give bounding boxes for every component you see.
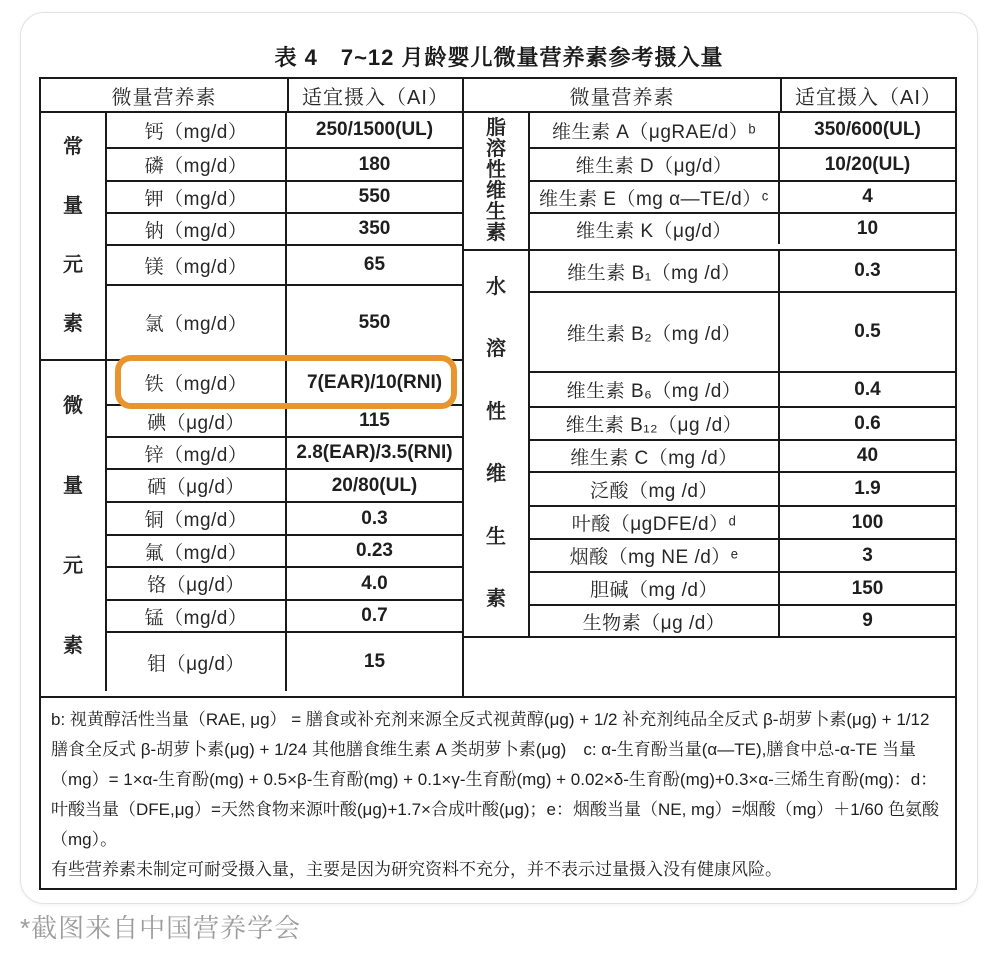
table-row <box>107 468 462 501</box>
nutrient-name: 铬（μg/d） <box>107 568 287 599</box>
nutrient-value: 9 <box>862 610 873 631</box>
right-groups <box>464 113 955 636</box>
nutrient-group-water-soluble-vitamins <box>464 249 955 636</box>
nutrient-name: 维生素 A（μgRAE/d）ᵇ <box>530 113 780 147</box>
group-label-char: 量 <box>63 474 83 497</box>
table-row <box>530 406 955 439</box>
nutrient-value: 0.5 <box>854 321 881 342</box>
nutrient-value: 0.23 <box>356 540 393 561</box>
table-row <box>107 284 462 359</box>
group-label-char: 溶 <box>486 138 506 160</box>
table-row <box>530 147 955 180</box>
group-label-char: 素 <box>486 588 506 611</box>
group-label-char: 素 <box>63 313 83 335</box>
nutrient-name: 泛酸（mg /d） <box>530 473 780 505</box>
group-label-trace-elements <box>41 361 107 691</box>
group-label-fat-soluble-vitamins <box>464 113 530 249</box>
nutrient-value: 10 <box>856 218 879 239</box>
nutrient-value: 20/80(UL) <box>331 474 418 496</box>
nutrient-value: 115 <box>359 410 390 431</box>
nutrient-value: 40 <box>856 445 879 466</box>
nutrient-name: 钙（mg/d） <box>107 113 287 147</box>
left-header-nutrient: 微量营养素 <box>41 79 289 111</box>
table-row <box>107 599 462 631</box>
table-row <box>107 404 462 436</box>
nutrient-value: 4 <box>862 186 873 207</box>
right-header-nutrient: 微量营养素 <box>464 79 782 111</box>
nutrient-value: 1.9 <box>854 478 881 499</box>
table-row <box>107 180 462 212</box>
nutrient-name: 维生素 C（mg /d） <box>530 441 780 471</box>
group-label-char: 水 <box>486 275 506 298</box>
table-row <box>107 566 462 599</box>
footnote-abcde: b: 视黄醇活性当量（RAE, μg） = 膳食或补充剂来源全反式视黄醇(μg) + 1/2 补充剂纯品全反式 β-胡萝卜素(μg) + 1/12 膳食全反式 β-胡萝卜素(μg) + 1/24 其他膳食维生素 A 类胡萝卜素(μg) c: α-生育酚当量(α—TE),膳食中总-α-TE 当量（mg）= 1×α-生育酚(mg) + 0.5×β-生育酚(mg) + 0.1×γ-生育酚(mg) + 0.02×δ-生育酚(mg)+0.3×α-三烯生育酚(mg)：d：叶酸当量（DFE,μg）=天然食物来源叶酸(μg)+1.7×合成叶酸(μg)；e：烟酸当量（NE, mg）=烟酸（mg）＋1/60 色氨酸（mg）。 <box>51 710 940 849</box>
table-row <box>107 436 462 468</box>
nutrient-value: 0.4 <box>854 378 881 400</box>
left-groups <box>41 113 462 691</box>
group-rows <box>530 113 955 249</box>
nutrient-name: 硒（μg/d） <box>107 470 287 501</box>
nutrient-name: 维生素 B₁（mg /d） <box>530 251 780 291</box>
nutrient-name: 氯（mg/d） <box>107 286 287 359</box>
group-label-char: 性 <box>486 400 506 423</box>
group-label-char: 元 <box>63 254 83 276</box>
nutrient-name: 烟酸（mg NE /d）ᵉ <box>530 540 780 571</box>
group-label-char: 量 <box>63 195 83 217</box>
nutrient-intake-table <box>39 77 957 890</box>
table-row <box>530 538 955 571</box>
nutrient-value: 350 <box>358 218 391 239</box>
nutrient-name: 维生素 B₁₂（μg /d） <box>530 408 780 439</box>
nutrient-name: 锰（mg/d） <box>107 601 287 631</box>
nutrient-name: 铁（mg/d） <box>107 361 287 404</box>
right-header-adequate-intake: 适宜摄入（AI） <box>795 86 942 109</box>
table-row <box>107 147 462 180</box>
nutrient-name: 维生素 D（μg/d） <box>530 149 780 180</box>
table-row <box>530 505 955 538</box>
nutrient-name: 胆碱（mg /d） <box>530 573 780 604</box>
table-row <box>530 371 955 406</box>
table-row <box>530 439 955 471</box>
nutrient-name: 铜（mg/d） <box>107 503 287 534</box>
nutrient-value: 180 <box>358 153 391 175</box>
nutrient-name: 维生素 B₂（mg /d） <box>530 293 780 371</box>
table-row <box>530 251 955 291</box>
group-label-char: 生 <box>486 201 506 223</box>
table-row <box>530 291 955 371</box>
nutrient-value: 65 <box>363 254 386 275</box>
table-row <box>107 501 462 534</box>
group-rows <box>530 251 955 636</box>
nutrient-name: 生物素（μg /d） <box>530 606 780 636</box>
group-label-char: 素 <box>63 634 83 657</box>
left-header-adequate-intake: 适宜摄入（AI） <box>302 86 449 109</box>
nutrient-name: 碘（μg/d） <box>107 406 287 436</box>
nutrient-name: 锌（mg/d） <box>107 438 287 468</box>
group-label-char: 生 <box>486 525 506 548</box>
table-card <box>20 12 978 904</box>
group-label-char: 维 <box>486 180 506 202</box>
group-label-water-soluble-vitamins <box>464 251 530 636</box>
group-label-char: 维 <box>486 463 506 486</box>
nutrient-name: 磷（mg/d） <box>107 149 287 180</box>
nutrient-value: 0.3 <box>361 507 388 529</box>
table-row <box>530 180 955 212</box>
nutrient-group-macro-elements <box>41 113 462 359</box>
table-row <box>530 212 955 244</box>
empty-bottom-cell <box>464 636 955 696</box>
group-label-char: 溶 <box>486 338 506 361</box>
right-header-row <box>464 79 955 113</box>
group-label-char: 性 <box>486 159 506 181</box>
table-right-half <box>464 79 955 696</box>
nutrient-value: 350/600(UL) <box>814 119 921 140</box>
table-left-half <box>41 79 464 696</box>
table-row <box>107 113 462 147</box>
nutrient-value: 0.6 <box>854 412 881 434</box>
nutrient-name: 维生素 K（μg/d） <box>530 214 780 244</box>
nutrient-value: 3 <box>862 544 873 566</box>
footnote-general: 有些营养素未制定可耐受摄入量，主要是因为研究资料不充分，并不表示过量摄入没有健康风险。 <box>51 860 782 879</box>
nutrient-value: 0.7 <box>361 605 388 626</box>
table-row <box>530 571 955 604</box>
nutrient-name: 钾（mg/d） <box>107 182 287 212</box>
nutrient-value: 15 <box>363 651 386 672</box>
nutrient-value: 550 <box>358 186 391 207</box>
footnotes <box>41 696 955 888</box>
group-label-char: 微 <box>63 394 83 417</box>
table-row <box>530 471 955 505</box>
nutrient-value: 10/20(UL) <box>824 153 911 175</box>
nutrient-name: 维生素 B₆（mg /d） <box>530 373 780 406</box>
nutrient-value: 7(EAR)/10(RNI) <box>306 371 443 393</box>
nutrient-value: 2.8(EAR)/3.5(RNI) <box>296 442 453 463</box>
table-row <box>530 604 955 636</box>
table-body <box>41 79 955 696</box>
source-caption: *截图来自中国营养学会 <box>20 913 302 943</box>
nutrient-name: 叶酸（μgDFE/d）ᵈ <box>530 507 780 538</box>
group-label-char: 素 <box>486 222 506 244</box>
left-header-row <box>41 79 462 113</box>
group-label-macro-elements <box>41 113 107 359</box>
nutrient-name: 镁（mg/d） <box>107 246 287 284</box>
nutrient-name: 氟（mg/d） <box>107 536 287 566</box>
nutrient-name: 钼（μg/d） <box>107 633 287 691</box>
nutrient-group-trace-elements <box>41 359 462 691</box>
table-row <box>107 244 462 284</box>
nutrient-value: 4.0 <box>361 572 388 594</box>
group-rows <box>107 113 462 359</box>
group-label-char: 脂 <box>486 117 506 139</box>
table-row <box>107 631 462 691</box>
table-row <box>107 212 462 244</box>
nutrient-value: 100 <box>851 511 884 533</box>
nutrient-group-fat-soluble-vitamins <box>464 113 955 249</box>
group-label-char: 常 <box>63 136 83 158</box>
group-label-char: 元 <box>63 554 83 577</box>
table-title: 表 4 7~12 月龄婴儿微量营养素参考摄入量 <box>274 45 724 70</box>
nutrient-value: 150 <box>851 577 884 599</box>
table-row <box>530 113 955 147</box>
nutrient-name: 维生素 E（mg α—TE/d）ᶜ <box>530 182 780 212</box>
group-rows <box>107 361 462 691</box>
nutrient-value: 250/1500(UL) <box>315 119 434 140</box>
nutrient-name: 钠（mg/d） <box>107 214 287 244</box>
table-row <box>107 534 462 566</box>
nutrient-value: 550 <box>358 311 391 333</box>
table-row <box>107 361 462 404</box>
nutrient-value: 0.3 <box>854 260 881 281</box>
